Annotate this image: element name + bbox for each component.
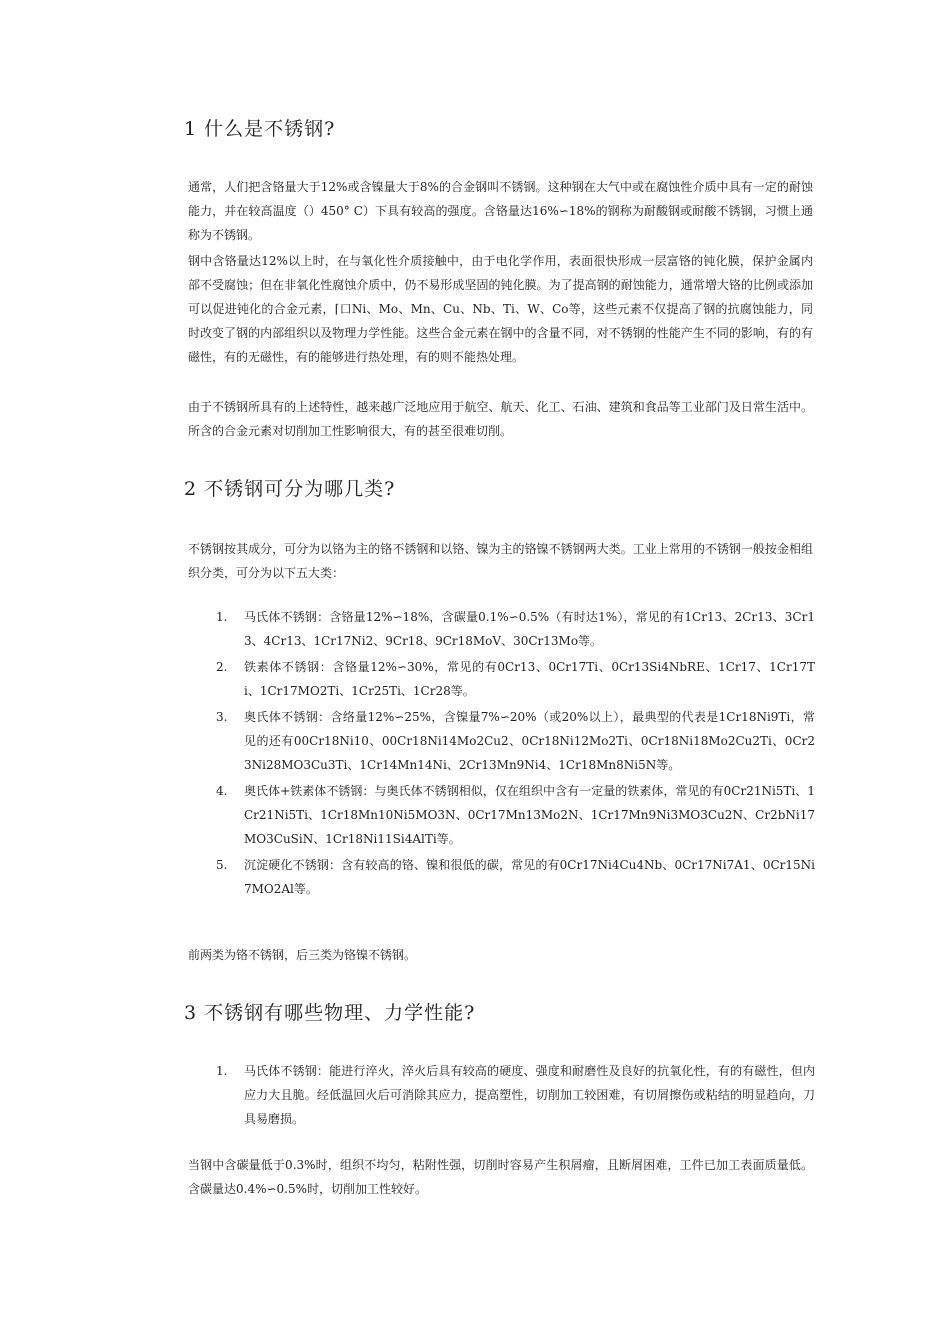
list-item-text: 奥氏体+铁素体不锈钢：与奥氏体不锈钢相似，仅在组织中含有一定量的铁素体，常见的有0Cr21Ni5Ti、1Cr21Ni5Ti、1Cr18Mn10Ni5MO3N、0Cr17Mn13Mo2N、1Cr17Mn9Ni3MO3Cu2N、Cr2bNi17MO3CuSiN、1Cr18Ni11Si4AlTi等。 <box>244 784 815 846</box>
list-item <box>190 853 815 901</box>
list-item-number: 2. <box>216 660 228 674</box>
list-item <box>190 605 815 653</box>
list-item-number: 4. <box>216 784 228 798</box>
list-item-number: 3. <box>216 710 228 724</box>
section-1-paragraph-1: 通常，人们把含铬量大于12%或含镍量大于8%的合金钢叫不锈钢。这种钢在大气中或在腐蚀性介质中具有一定的耐蚀能力，并在较高温度（）450° C）下具有较高的强度。含铬量达16%∽18%的钢称为耐酸钢或耐酸不锈钢，习惯上通称为不锈钢。 <box>188 180 813 242</box>
list-item-text: 马氏体不锈钢：含铬量12%∽18%，含碳量0.1%∽0.5%（有时达1%），常见的有1Cr13、2Cr13、3Cr13、4Cr13、1Cr17Ni2、9Cr18、9Cr18MoV、30Cr13Mo等。 <box>244 610 815 648</box>
section-1-paragraph-3: 由于不锈钢所具有的上述特性，越来越广泛地应用于航空、航天、化工、石油、建筑和食品等工业部门及日常生活中。所含的合金元素对切削加工性影响很大，有的甚至很难切削。 <box>188 400 813 438</box>
list-item-text: 铁素体不锈钢：含铬量12%∽30%，常见的有0Cr13、0Cr17Ti、0Cr13Si4NbRE、1Cr17、1Cr17Ti、1Cr17MO2Ti、1Cr25Ti、1Cr28等。 <box>244 660 815 698</box>
list-item-text: 奥氏体不锈钢：含络量12%∽25%，含镍量7%∽20%（或20%以上），最典型的代表是1Cr18Ni9Ti，常见的还有00Cr18Ni10、00Cr18Ni14Mo2Cu2、0Cr18Ni12Mo2Ti、0Cr18Ni18Mo2Cu2Ti、0Cr23Ni28MO3Cu3Ti、1Cr14Mn14Ni、2Cr13Mn9Ni4、1Cr18Mn8Ni5N等。 <box>244 710 815 772</box>
list-item-text: 马氏体不锈钢：能进行淬火，淬火后具有较高的硬度、强度和耐磨性及良好的抗氧化性，有的有磁性，但内应力大且脆。经低温回火后可消除其应力，提高塑性，切削加工较困难，有切屑擦伤或粘结的明显趋向，刀具易磨损。 <box>244 1064 815 1126</box>
list-item <box>190 779 815 851</box>
section-2-outro: 前两类为铬不锈钢，后三类为铬镍不锈钢。 <box>188 948 417 962</box>
section-1-title: 1 什么是不锈钢? <box>184 118 336 140</box>
list-item-number: 1. <box>216 610 228 624</box>
list-item-text: 沉淀硬化不锈钢：含有较高的铬、镍和很低的碳，常见的有0Cr17Ni4Cu4Nb、0Cr17Ni7A1、0Cr15Ni7MO2Al等。 <box>244 858 815 896</box>
section-1-paragraph-2: 钢中含铬量达12%以上时，在与氧化性介质接触中，由于电化学作用，表面很快形成一层富铬的钝化膜，保护金属内部不受腐蚀；但在非氧化性腐蚀介质中，仍不易形成坚固的钝化膜。为了提高钢的耐蚀能力，通常增大铬的比例或添加可以促进钝化的合金元素，⌈口Ni、Mo、Mn、Cu、Nb、Ti、W、Co等，这些元素不仅提高了钢的抗腐蚀能力，同时改变了钢的内部组织以及物理力学性能。这些合金元素在钢中的含量不同，对不锈钢的性能产生不同的影响，有的有磁性，有的无磁性，有的能够进行热处理，有的则不能热处理。 <box>188 254 813 364</box>
section-2-intro: 不锈钢按其成分，可分为以铬为主的铬不锈钢和以铬、镍为主的铬镍不锈钢两大类。工业上常用的不锈钢一般按金相组织分类，可分为以下五大类： <box>188 542 813 580</box>
list-item <box>190 1059 815 1131</box>
list-item-number: 1. <box>216 1064 228 1078</box>
list-item-number: 5. <box>216 858 228 872</box>
section-3-outro: 当钢中含碳量低于0.3%时，组织不均匀，粘附性强，切削时容易产生积屑瘤，且断屑困难，工件已加工表面质量低。含碳量达0.4%∽0.5%时，切削加工性较好。 <box>188 1158 813 1196</box>
list-item <box>190 655 815 703</box>
section-3-title: 3 不锈钢有哪些物理、力学性能? <box>184 1002 476 1024</box>
property-list <box>190 1059 815 1133</box>
list-item <box>190 705 815 777</box>
steel-category-list <box>190 605 815 903</box>
section-2-title: 2 不锈钢可分为哪几类? <box>184 478 396 500</box>
